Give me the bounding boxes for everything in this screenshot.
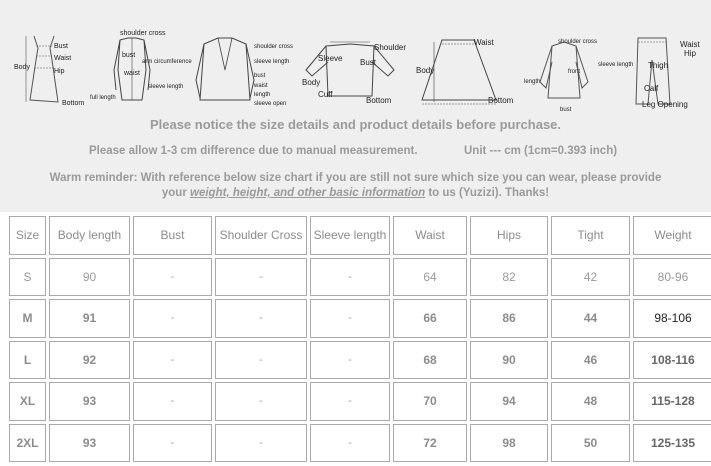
table-row: [9, 341, 711, 380]
cell-body-length: 93: [49, 424, 130, 463]
cell-size: M: [9, 299, 46, 338]
cell-tight: 50: [551, 424, 630, 463]
header-size: Size: [9, 216, 46, 255]
pants-diagram: [626, 30, 711, 112]
cell-waist: 72: [393, 424, 467, 463]
cell-weight: 108-116: [633, 341, 711, 380]
cell-size: L: [9, 341, 46, 380]
coat-label-shoulder: shoulder cross: [120, 30, 166, 37]
cell-size: S: [9, 258, 46, 297]
hoodie-label-shoulder: shoulder cross: [558, 39, 598, 45]
dress-label-hip: Hip: [54, 68, 65, 75]
warm-reminder-pre: your: [161, 187, 191, 199]
dress-label-body: Body: [14, 64, 30, 71]
cell-tight: 46: [551, 341, 630, 380]
dress-label-bust: Bust: [54, 43, 69, 50]
cell-body-length: 92: [49, 341, 130, 380]
cell-size: 2XL: [9, 424, 46, 463]
cell-sleeve-length: -: [310, 258, 390, 297]
hoodie-label-front: front: [568, 69, 581, 75]
cell-bust: -: [133, 258, 212, 297]
sweater-label-sleeve: Sleeve: [318, 54, 343, 63]
cell-shoulder-cross: -: [215, 424, 307, 463]
info-banner: [0, 0, 711, 212]
cell-shoulder-cross: -: [215, 382, 307, 421]
blazer-label-length: length: [254, 92, 271, 98]
blazer-label-waist: waist: [254, 83, 268, 89]
dress-label-bottom: Bottom: [62, 100, 85, 107]
unit-text: Unit --- cm (1cm=0.393 inch): [464, 145, 618, 157]
hoodie-diagram: [518, 30, 634, 113]
cell-bust: -: [133, 424, 212, 463]
notice-headline: Please notice the size details and product details before purchase.: [149, 117, 562, 132]
pants-label-calf: Calf: [644, 84, 659, 93]
cell-hips: 86: [470, 299, 548, 338]
warm-reminder-line2: [0, 186, 711, 201]
blazer-label-sleeve-open: sleeve open: [254, 101, 287, 107]
table-row: [9, 299, 711, 338]
sweater-label-shoulder: Shoulder: [374, 43, 407, 52]
sweater-label-body: Body: [302, 78, 321, 87]
cell-weight: 115-128: [633, 382, 711, 421]
dress-diagram: [14, 30, 94, 112]
header-weight: Weight: [633, 216, 711, 255]
cell-hips: 94: [470, 382, 548, 421]
cell-sleeve-length: -: [310, 299, 390, 338]
blazer-label-sleeve: sleeve length: [254, 59, 290, 65]
cell-waist: 68: [393, 341, 467, 380]
skirt-label-bottom: Bottom: [488, 96, 514, 105]
sweater-label-bottom: Bottom: [366, 96, 392, 105]
notice-measurement-row: [0, 145, 711, 161]
skirt-diagram: [412, 30, 522, 112]
blazer-label-bust: bust: [254, 73, 266, 79]
cell-shoulder-cross: -: [215, 258, 307, 297]
table-header-row: [9, 216, 711, 255]
hoodie-label-length: length: [524, 79, 541, 85]
cell-hips: 98: [470, 424, 548, 463]
header-tight: Tight: [551, 216, 630, 255]
cell-sleeve-length: -: [310, 382, 390, 421]
coat-diagram: [90, 30, 192, 112]
cell-weight: 98-106: [633, 299, 711, 338]
hoodie-label-bust: bust: [560, 107, 572, 113]
coat-label-sleeve: sleeve length: [148, 84, 184, 90]
cell-body-length: 93: [49, 382, 130, 421]
garment-diagrams: [0, 30, 711, 112]
header-sleeve-length: Sleeve length: [310, 216, 390, 255]
warm-reminder-emphasis: weight, height, and other basic information: [190, 187, 426, 199]
cell-sleeve-length: -: [310, 341, 390, 380]
header-shoulder-cross: Shoulder Cross: [215, 216, 307, 255]
cell-tight: 48: [551, 382, 630, 421]
coat-label-length: full length: [90, 95, 116, 101]
cell-bust: -: [133, 341, 212, 380]
header-bust: Bust: [133, 216, 212, 255]
sweater-label-cuff: Cuff: [318, 90, 333, 99]
size-table: [6, 213, 711, 465]
pants-label-thigh: Thigh: [648, 61, 669, 70]
sweater-diagram: [300, 30, 410, 112]
skirt-label-waist: Waist: [474, 38, 494, 47]
cell-hips: 82: [470, 258, 548, 297]
cell-sleeve-length: -: [310, 424, 390, 463]
cell-body-length: 91: [49, 299, 130, 338]
table-row: [9, 424, 711, 463]
coat-label-bust: bust: [122, 52, 136, 59]
warm-reminder: [0, 171, 711, 201]
blazer-diagram: [188, 30, 293, 112]
warm-reminder-line1: Warm reminder: With reference below size chart if you are still not sure which size you can wear, please provide: [49, 172, 662, 184]
pants-label-leg-opening: Leg Opening: [642, 100, 688, 109]
cell-tight: 42: [551, 258, 630, 297]
blazer-label-shoulder: shoulder cross: [254, 44, 294, 50]
skirt-label-body: Body: [416, 66, 435, 75]
pants-label-hip: Hip: [684, 49, 697, 58]
cell-weight: 80-96: [633, 258, 711, 297]
hoodie-label-sleeve: sleeve length: [598, 62, 634, 68]
cell-shoulder-cross: -: [215, 299, 307, 338]
cell-size: XL: [9, 382, 46, 421]
cell-weight: 125-135: [633, 424, 711, 463]
cell-hips: 90: [470, 341, 548, 380]
header-hips: Hips: [470, 216, 548, 255]
warm-reminder-post: to us (Yuzizi). Thanks!: [425, 187, 550, 199]
coat-label-waist: waist: [124, 70, 140, 77]
cell-waist: 70: [393, 382, 467, 421]
cell-waist: 64: [393, 258, 467, 297]
cell-bust: -: [133, 299, 212, 338]
table-row: [9, 258, 711, 297]
coat-label-arm: arm circumference: [142, 59, 192, 65]
dress-label-waist: Waist: [54, 55, 72, 62]
cell-tight: 44: [551, 299, 630, 338]
header-body-length: Body length: [49, 216, 130, 255]
pants-label-waist: Waist: [680, 40, 700, 49]
sweater-label-bust: Bust: [360, 58, 377, 67]
cell-body-length: 90: [49, 258, 130, 297]
cell-waist: 66: [393, 299, 467, 338]
cell-shoulder-cross: -: [215, 341, 307, 380]
table-row: [9, 382, 711, 421]
cell-bust: -: [133, 382, 212, 421]
measurement-tolerance-text: Please allow 1-3 cm difference due to manual measurement.: [89, 145, 418, 157]
header-waist: Waist: [393, 216, 467, 255]
